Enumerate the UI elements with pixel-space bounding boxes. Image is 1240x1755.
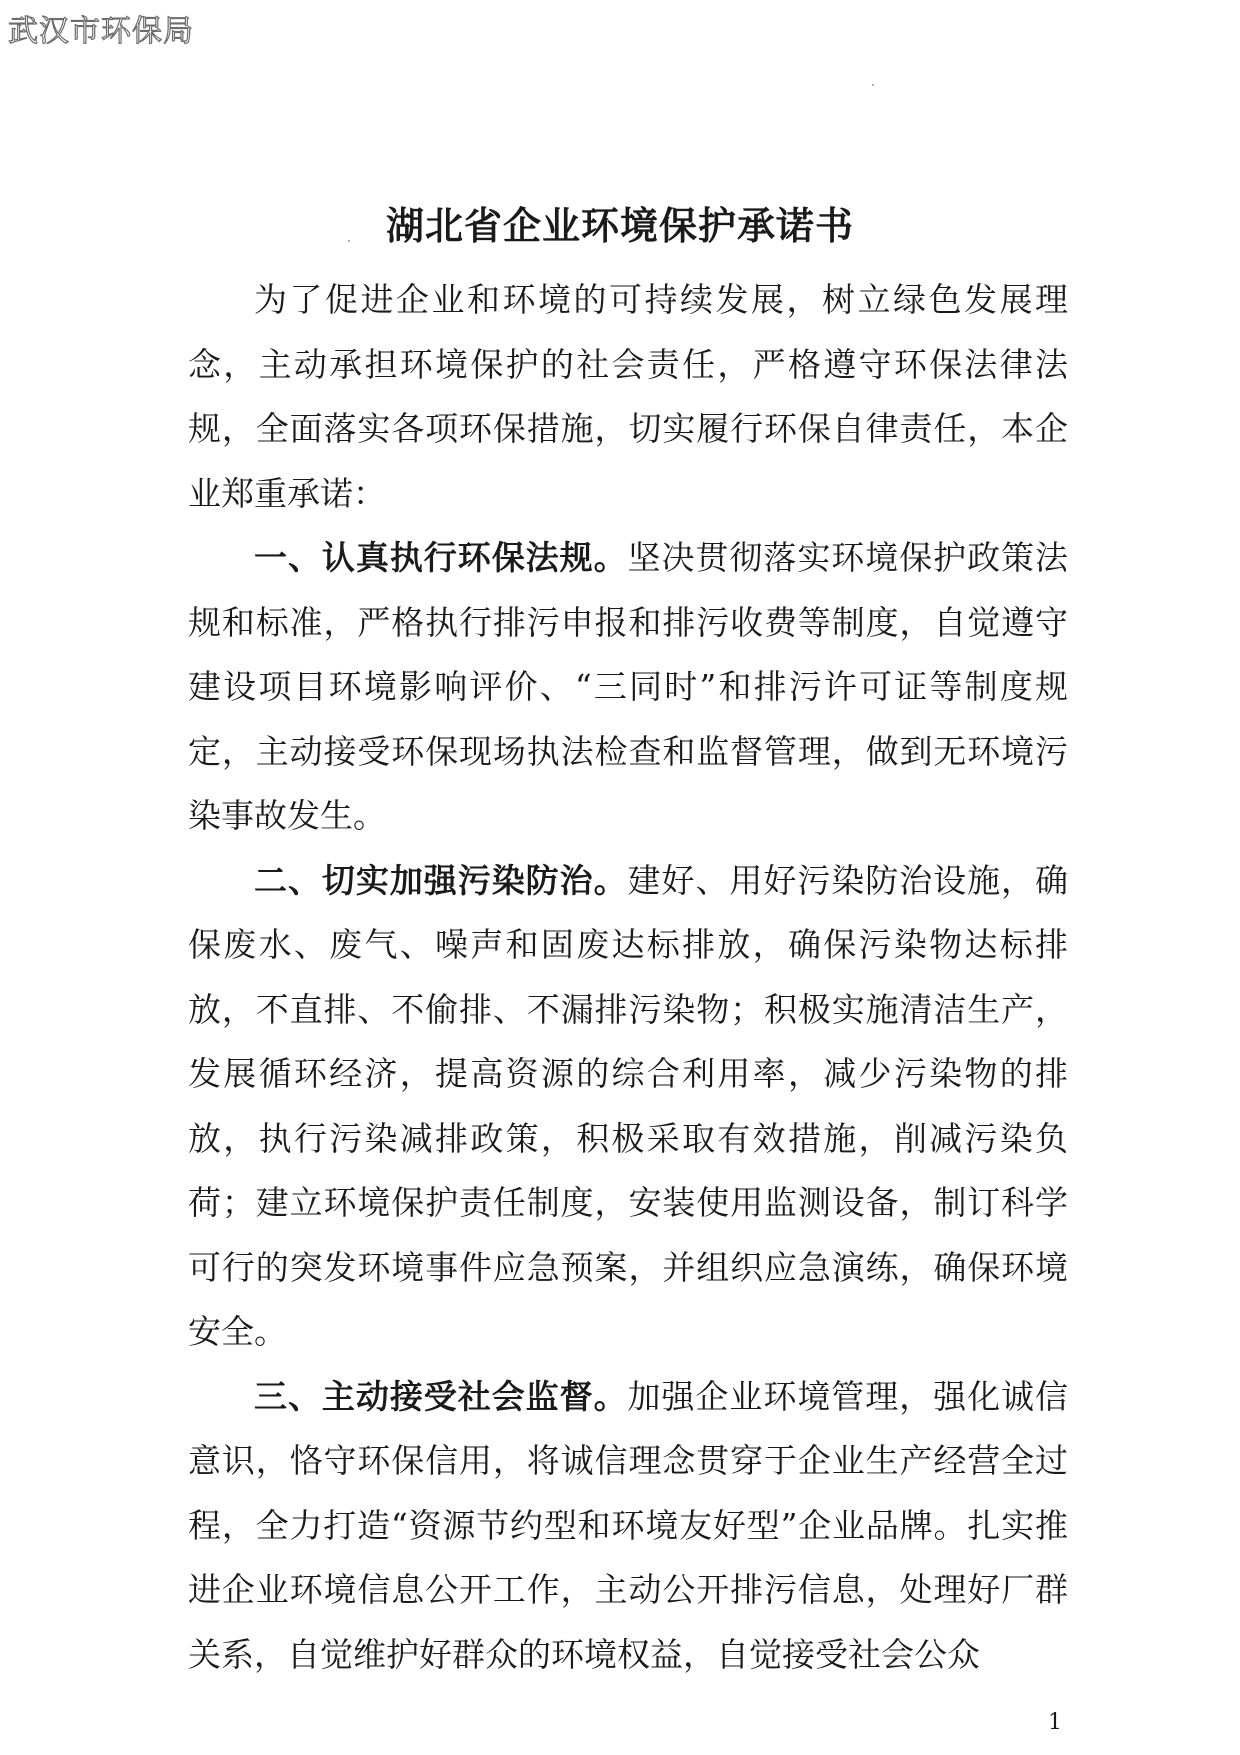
section-1-paragraph [188,526,1068,849]
section-1-text: 坚决贯彻落实环境保护政策法规和标准，严格执行排污申报和排污收费等制度，自觉遵守建设项目环境影响评价、“三同时”和排污许可证等制度规定，主动接受环保现场执法检查和监督管理，做到无环境污染事故发生。 [188,538,1069,835]
intro-paragraph: 为了促进企业和环境的可持续发展，树立绿色发展理念，主动承担环境保护的社会责任，严格遵守环保法律法规，全面落实各项环保措施，切实履行环保自律责任，本企业郑重承诺： [188,280,1068,513]
document-title: 湖北省企业环境保护承诺书 [385,203,854,249]
page-number: 1 [1048,1710,1062,1735]
section-2-paragraph [188,849,1068,1365]
scan-speck [872,84,874,86]
section-2-heading: 二、切实加强污染防治。 [254,860,628,900]
watermark-text: 武汉市环保局 [8,14,194,49]
document-body [188,268,1068,1687]
section-2-text: 建好、用好污染防治设施，确保废水、废气、噪声和固废达标排放，确保污染物达标排放，不直排、不偷排、不漏排污染物；积极实施清洁生产，发展循环经济，提高资源的综合利用率，减少污染物的排放，执行污染减排政策，积极采取有效措施，削减污染负荷；建立环境保护责任制度，安装使用监测设备，制订科学可行的突发环境事件应急预案，并组织应急演练，确保环境安全。 [188,860,1069,1351]
section-1-heading: 一、认真执行环保法规。 [254,538,628,577]
section-3-heading: 三、主动接受社会监督。 [254,1376,628,1416]
section-3-paragraph [188,1365,1068,1688]
section-3-text: 加强企业环境管理，强化诚信意识，恪守环保信用，将诚信理念贯穿于企业生产经营全过程，全力打造“资源节约型和环境友好型”企业品牌。扎实推进企业环境信息公开工作，主动公开排污信息，处理好厂群关系，自觉维护好群众的环境权益，自觉接受社会公众 [188,1376,1069,1674]
